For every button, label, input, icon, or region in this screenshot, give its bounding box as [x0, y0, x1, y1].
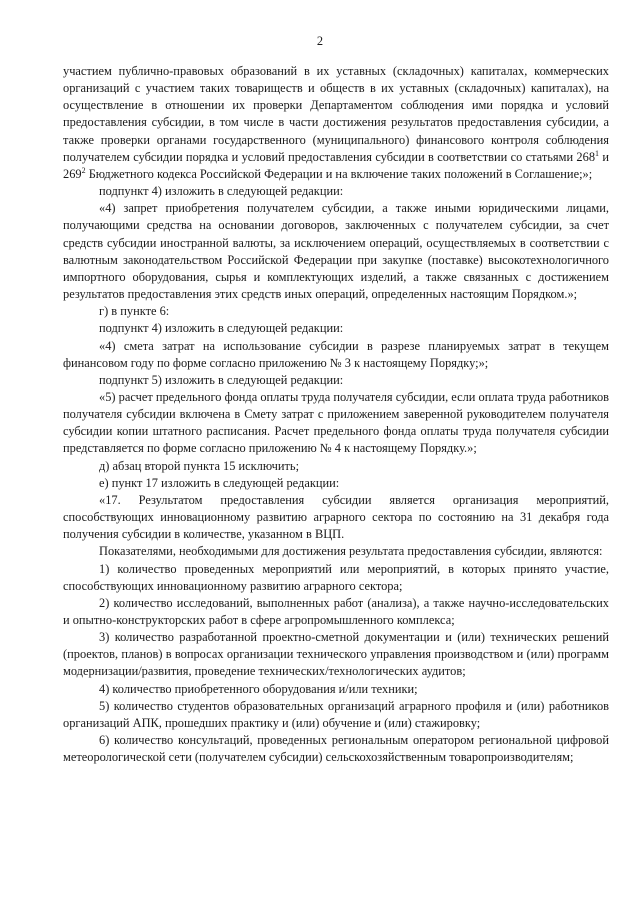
superscript-2: 2 — [81, 165, 86, 175]
paragraph-1-mid: и 269 — [63, 149, 609, 181]
list-item-3: 3) количество разработанной проектно-сметной документации и (или) технических решений (проектов, планов) в вопросах организации технического управления производством и (или) программ модернизации/развития, проведение технических/технологических аудитов; — [63, 630, 609, 679]
body-text — [63, 63, 609, 766]
list-item-4: 4) количество приобретенного оборудования и/или техники; — [99, 681, 418, 696]
paragraph-10: е) пункт 17 изложить в следующей редакции: — [99, 475, 340, 490]
list-item-1: 1) количество проведенных мероприятий или мероприятий, в которых принято участие, способствующих инновационному развитию аграрного сектора; — [63, 561, 609, 593]
paragraph-2: подпункт 4) изложить в следующей редакции: — [99, 184, 344, 199]
paragraph-11: «17. Результатом предоставления субсидии является организация мероприятий, способствующих инновационному развитию аграрного сектора по состоянию на 31 декабря года получения субсидии в количестве, указанном в ВЦП. — [63, 492, 609, 542]
list-item-5: 5) количество студентов образовательных организаций аграрного профиля и (или) работников организаций АПК, прошедших практику и (или) обучение и (или) стажировку; — [63, 698, 609, 730]
paragraph-1 — [63, 63, 609, 183]
paragraph-12: Показателями, необходимыми для достижения результата предоставления субсидии, являются: — [99, 544, 603, 559]
page-number: 2 — [316, 34, 324, 48]
paragraph-1-text: участием публично-правовых образований в их уставных (складочных) капиталах, коммерческих организаций с участием таких товариществ и обществ в их уставных (складочных) капиталах), на осуществление в отношении их проверки Департаментом соблюдения ими порядка и условий предоставления субсидии, в том числе в части достижения результатов предоставления субсидии, а также проверки органами государственного (муниципального) финансового контроля соблюдения получателем субсидии порядка и условий предоставления субсидии в соответствии со статьями 268 — [63, 64, 609, 164]
paragraph-9: д) абзац второй пункта 15 исключить; — [99, 458, 300, 473]
paragraph-1-tail: Бюджетного кодекса Российской Федерации и на включение таких положений в Соглашение;»; — [85, 166, 593, 181]
paragraph-8: «5) расчет предельного фонда оплаты труда получателя субсидии, если оплата труда работников получателя субсидии включена в Смету затрат с приложением заверенной руководителем получателя субсидии копии штатного расписания. Расчет предельного фонда оплаты труда получателя субсидии представляется по форме согласно приложению № 4 к настоящему Порядку.»; — [63, 389, 609, 456]
list-item-2: 2) количество исследований, выполненных работ (анализа), а также научно-исследовательских и опытно-конструкторских работ в сфере агропромышленного комплекса; — [63, 595, 609, 627]
superscript-1: 1 — [595, 148, 600, 158]
list-item-6: 6) количество консультаций, проведенных региональным оператором региональной цифровой метеорологической сети (получателем субсидии) сельскохозяйственным товаропроизводителям; — [63, 733, 609, 765]
paragraph-5: подпункт 4) изложить в следующей редакции: — [99, 321, 344, 336]
paragraph-3: «4) запрет приобретения получателем субсидии, а также иными юридическими лицами, получающими средства на основании договоров, заключенных с получателем субсидии, за счет средств субсидии иностранной валюты, за исключением операций, осуществляемых в соответствии с валютным законодательством Российской Федерации при закупке (поставке) высокотехнологичного импортного оборудования, сырья и комплектующих изделий, а также связанных с достижением результатов предоставления этих средств иных операций, определенных настоящим Порядком.»; — [63, 201, 609, 302]
paragraph-4: г) в пункте 6: — [99, 304, 170, 319]
paragraph-7: подпункт 5) изложить в следующей редакции: — [99, 372, 344, 387]
paragraph-6: «4) смета затрат на использование субсидии в разрезе планируемых затрат в текущем финансовом году по форме согласно приложению № 3 к настоящему Порядку;»; — [63, 338, 609, 370]
